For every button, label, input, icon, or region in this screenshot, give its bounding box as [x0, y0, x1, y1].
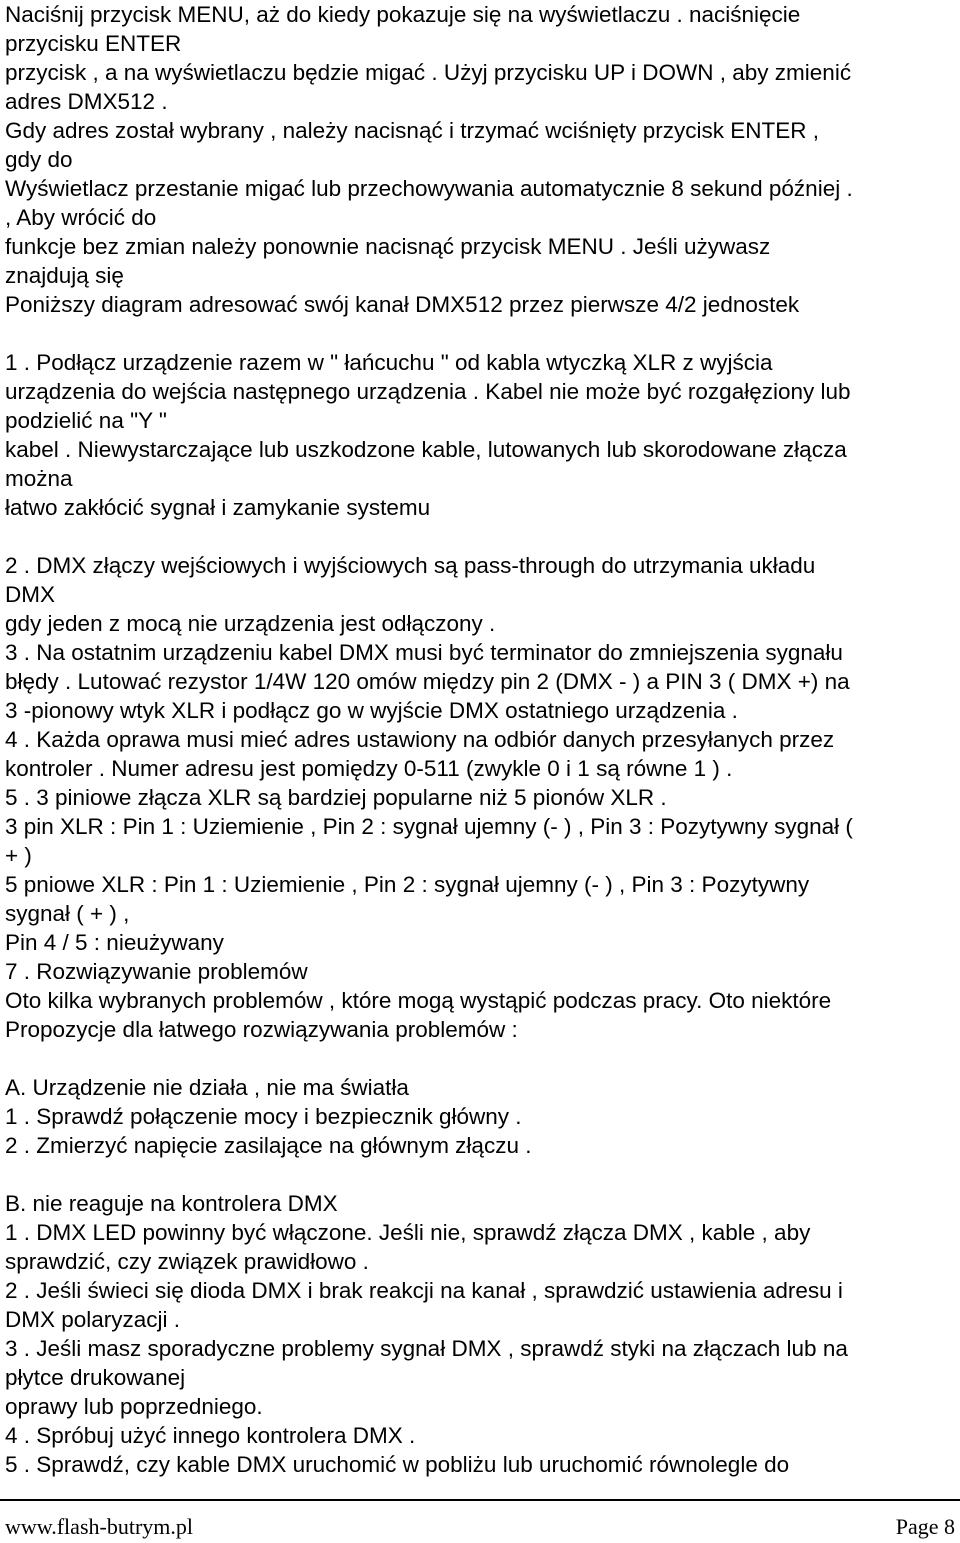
text-line: znajdują się [5, 263, 124, 288]
text-line: sygnał ( + ) , [5, 901, 130, 926]
text-line: gdy jeden z mocą nie urządzenia jest odłączony . [5, 611, 496, 636]
text-line: 3 pin XLR : Pin 1 : Uziemienie , Pin 2 : sygnał ujemny (- ) , Pin 3 : Pozytywny sygnał ( [5, 814, 853, 839]
footer-page-number: Page 8 [895, 1514, 955, 1539]
text-line: 1 . Podłącz urządzenie razem w " łańcuchu " od kabla wtyczką XLR z wyjścia [5, 350, 773, 375]
text-line: + ) [5, 843, 32, 868]
text-line: Pin 4 / 5 : nieużywany [5, 930, 224, 955]
text-line: błędy . Lutować rezystor 1/4W 120 omów między pin 2 (DMX - ) a PIN 3 ( DMX +) na [5, 669, 850, 694]
text-line: 2 . DMX złączy wejściowych i wyjściowych są pass-through do utrzymania układu [5, 553, 816, 578]
text-line: A. Urządzenie nie działa , nie ma światła [5, 1075, 409, 1100]
text-line: adres DMX512 . [5, 89, 168, 114]
text-line: Poniższy diagram adresować swój kanał DMX512 przez pierwsze 4/2 jednostek [5, 292, 800, 317]
text-line: funkcje bez zmian należy ponownie nacisnąć przycisk MENU . Jeśli używasz [5, 234, 771, 259]
text-line: łatwo zakłócić sygnał i zamykanie systemu [5, 495, 431, 520]
text-line: przycisk , a na wyświetlaczu będzie migać . Użyj przycisku UP i DOWN , aby zmienić [5, 60, 852, 85]
text-line: urządzenia do wejścia następnego urządzenia . Kabel nie może być rozgałęziony lub [5, 379, 851, 404]
text-line: płytce drukowanej [5, 1365, 186, 1390]
text-line: Wyświetlacz przestanie migać lub przechowywania automatycznie 8 sekund później . [5, 176, 853, 201]
text-line: Gdy adres został wybrany , należy nacisnąć i trzymać wciśnięty przycisk ENTER , [5, 118, 819, 143]
text-line: 5 . 3 piniowe złącza XLR są bardziej popularne niż 5 pionów XLR . [5, 785, 667, 810]
text-line: kontroler . Numer adresu jest pomiędzy 0-511 (zwykle 0 i 1 są równe 1 ) . [5, 756, 733, 781]
blank-line [5, 1044, 955, 1073]
text-line: Propozycje dla łatwego rozwiązywania problemów : [5, 1017, 518, 1042]
text-line: 3 . Jeśli masz sporadyczne problemy sygnał DMX , sprawdź styki na złączach lub na [5, 1336, 848, 1361]
text-line: podzielić na "Y " [5, 408, 167, 433]
text-line: 4 . Każda oprawa musi mieć adres ustawiony na odbiór danych przesyłanych przez [5, 727, 835, 752]
text-line: DMX [5, 582, 55, 607]
text-line: gdy do [5, 147, 73, 172]
text-line: Naciśnij przycisk MENU, aż do kiedy pokazuje się na wyświetlaczu . naciśnięcie [5, 2, 801, 27]
text-line: B. nie reaguje na kontrolera DMX [5, 1191, 338, 1216]
text-line: kabel . Niewystarczające lub uszkodzone kable, lutowanych lub skorodowane złącza [5, 437, 847, 462]
footer-divider [0, 1499, 960, 1501]
text-line: 3 -pionowy wtyk XLR i podłącz go w wyjście DMX ostatniego urządzenia . [5, 698, 738, 723]
blank-line [5, 319, 955, 348]
text-line: 1 . Sprawdź połączenie mocy i bezpiecznik główny . [5, 1104, 522, 1129]
footer-website: www.flash-butrym.pl [5, 1514, 193, 1539]
text-line: DMX polaryzacji . [5, 1307, 181, 1332]
text-line: oprawy lub poprzedniego. [5, 1394, 263, 1419]
text-line: , Aby wrócić do [5, 205, 157, 230]
text-line: 7 . Rozwiązywanie problemów [5, 959, 308, 984]
text-line: Oto kilka wybranych problemów , które mogą wystąpić podczas pracy. Oto niektóre [5, 988, 832, 1013]
text-line: przycisku ENTER [5, 31, 182, 56]
text-line: 2 . Zmierzyć napięcie zasilające na głównym złączu . [5, 1133, 532, 1158]
text-line: można [5, 466, 73, 491]
text-line: 4 . Spróbuj użyć innego kontrolera DMX . [5, 1423, 416, 1448]
text-line: sprawdzić, czy związek prawidłowo . [5, 1249, 369, 1274]
text-line: 2 . Jeśli świeci się dioda DMX i brak reakcji na kanał , sprawdzić ustawienia adresu i [5, 1278, 843, 1303]
blank-line [5, 1160, 955, 1189]
text-line: 1 . DMX LED powinny być włączone. Jeśli nie, sprawdź złącza DMX , kable , aby [5, 1220, 811, 1245]
text-line: 5 pniowe XLR : Pin 1 : Uziemienie , Pin 2 : sygnał ujemny (- ) , Pin 3 : Pozytywny [5, 872, 810, 897]
text-line: 5 . Sprawdź, czy kable DMX uruchomić w pobliżu lub uruchomić równolegle do [5, 1452, 790, 1477]
blank-line [5, 522, 955, 551]
text-line: 3 . Na ostatnim urządzeniu kabel DMX musi być terminator do zmniejszenia sygnału [5, 640, 843, 665]
document-body [5, 0, 955, 1479]
